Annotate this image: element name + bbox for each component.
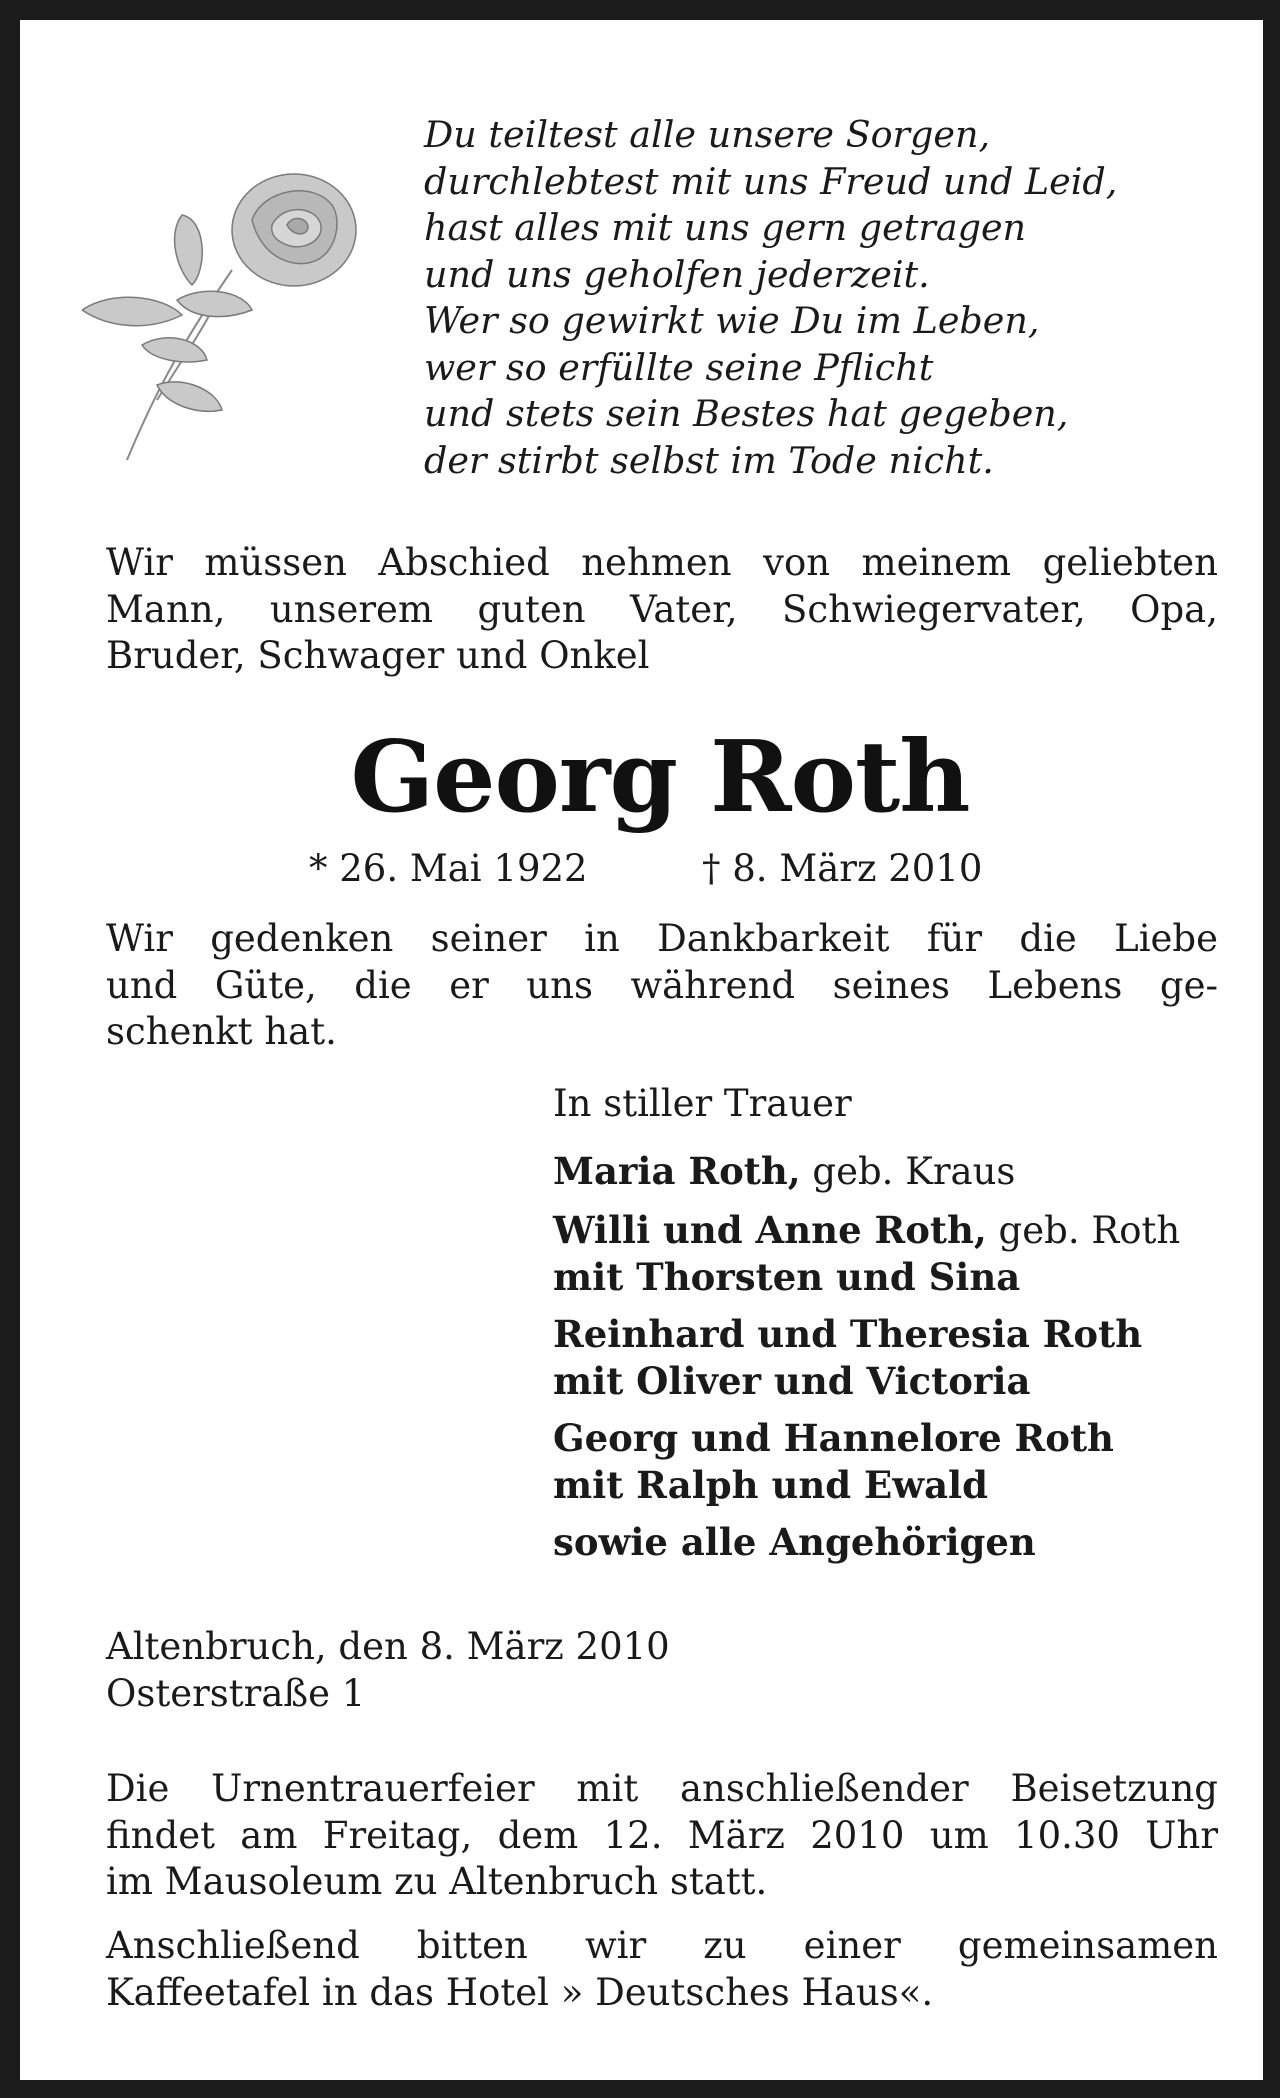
intro-line: Wir müssen Abschied nehmen von meinem geliebten <box>106 541 1218 584</box>
memorial-paragraph <box>106 916 1218 1056</box>
mourners-list <box>553 1080 1233 1566</box>
mourner-name: Maria Roth, <box>553 1149 801 1193</box>
mourner-name: Willi und Anne Roth, <box>553 1208 987 1252</box>
poem-line: und uns geholfen jederzeit. <box>424 252 930 296</box>
closing-line: Anschließend bitten wir zu einer gemeinsamen <box>106 1924 1218 1967</box>
mourner-entry <box>553 1462 1233 1509</box>
mourner-entry <box>553 1415 1233 1462</box>
mourner-note: geb. Roth <box>986 1209 1181 1252</box>
poem-line: Wer so gewirkt wie Du im Leben, <box>424 299 1040 342</box>
ceremony-paragraph <box>106 1766 1218 1906</box>
mourner-entry <box>553 1519 1233 1566</box>
poem-line: hast alles mit uns gern getragen <box>424 206 1027 249</box>
poem <box>424 112 1244 484</box>
mourner-entry <box>553 1148 1233 1195</box>
mourner-name: mit Ralph und Ewald <box>553 1463 988 1507</box>
memorial-line: schenkt hat. <box>106 1010 337 1053</box>
closing-paragraph <box>106 1923 1218 2016</box>
poem-line: der stirbt selbst im Tode nicht. <box>424 438 994 482</box>
mourner-entry <box>553 1311 1233 1358</box>
intro-line: Bruder, Schwager und Onkel <box>106 634 650 677</box>
poem-line: Du teiltest alle unsere Sorgen, <box>424 113 991 156</box>
rose-illustration <box>82 160 392 470</box>
mourner-name: Reinhard und Theresia Roth <box>553 1312 1143 1356</box>
mourner-entry <box>553 1254 1233 1301</box>
mourner-note: geb. Kraus <box>800 1150 1016 1193</box>
mourners-heading: In stiller Trauer <box>553 1082 852 1125</box>
mourner-entry <box>553 1358 1233 1405</box>
poem-line: wer so erfüllte seine Pflicht <box>424 345 934 389</box>
mourner-name: Georg und Hannelore Roth <box>553 1416 1114 1460</box>
mourner-entry <box>553 1207 1233 1254</box>
closing-line: Kaffeetafel in das Hotel » Deutsches Haus«. <box>106 1970 934 2014</box>
ceremony-line: im Mausoleum zu Altenbruch statt. <box>106 1860 768 1903</box>
intro-line: Mann, unserem guten Vater, Schwiegervater, Opa, <box>106 587 1218 631</box>
place-line: Altenbruch, den 8. März 2010 <box>106 1625 670 1668</box>
mourner-name: sowie alle Angehörigen <box>553 1520 1036 1564</box>
death-date: † 8. März 2010 <box>702 847 983 890</box>
address-line: Osterstraße 1 <box>106 1671 366 1715</box>
memorial-line: und Güte, die er uns während seines Lebens ge- <box>106 963 1218 1007</box>
mourner-name: mit Oliver und Victoria <box>553 1359 1031 1403</box>
ceremony-line: findet am Freitag, dem 12. März 2010 um 10.30 Uhr <box>106 1813 1218 1857</box>
poem-line: und stets sein Bestes hat gegeben, <box>424 392 1069 435</box>
ceremony-line: Die Urnentrauerfeier mit anschließender Beisetzung <box>106 1767 1218 1810</box>
birth-date: * 26. Mai 1922 <box>309 847 588 890</box>
intro-paragraph <box>106 540 1218 680</box>
place-date <box>106 1624 1218 1717</box>
mourner-name: mit Thorsten und Sina <box>553 1255 1021 1299</box>
deceased-name: Georg Roth <box>350 720 970 835</box>
memorial-line: Wir gedenken seiner in Dankbarkeit für die Liebe <box>106 917 1218 960</box>
poem-line: durchlebtest mit uns Freud und Leid, <box>424 159 1118 203</box>
